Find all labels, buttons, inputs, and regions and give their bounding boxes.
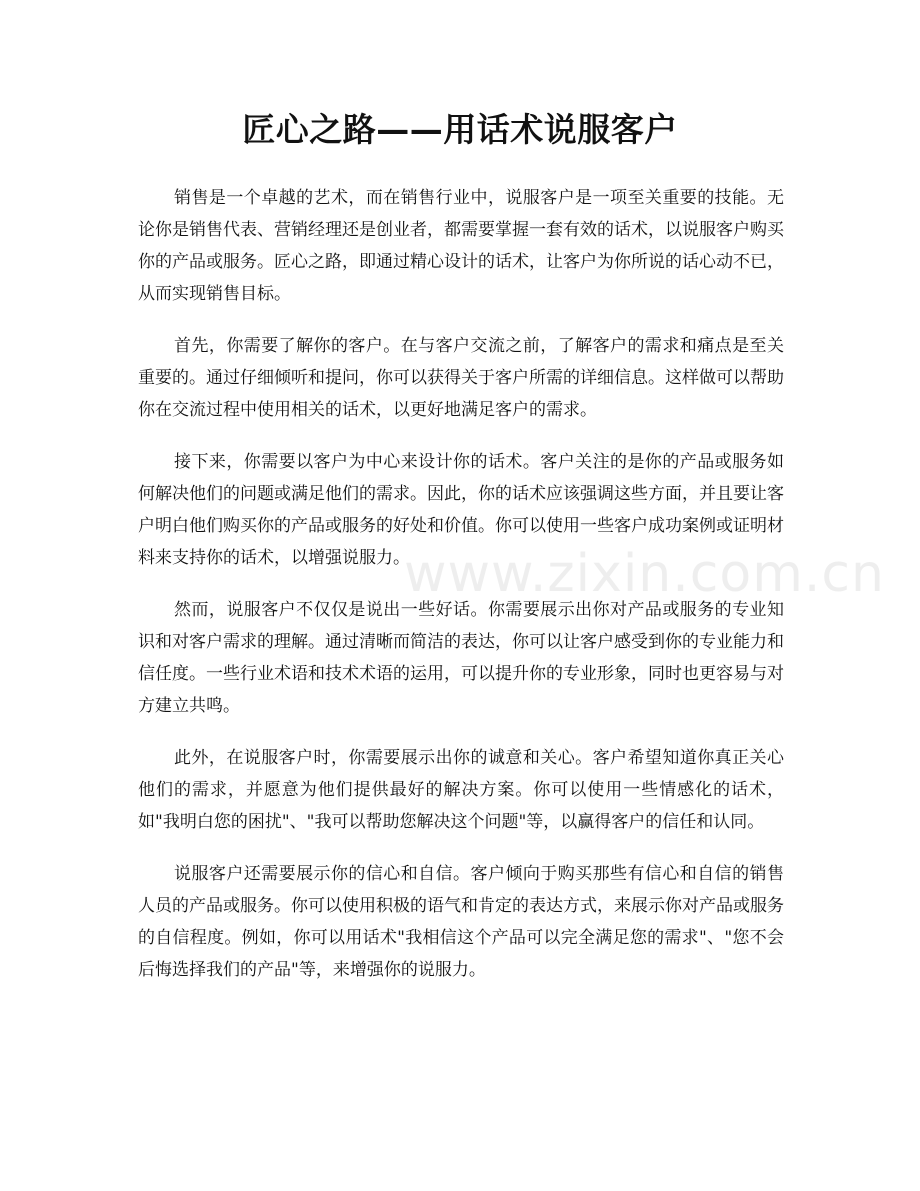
paragraph-6: 说服客户还需要展示你的信心和自信。客户倾向于购买那些有信心和自信的销售人员的产品或服务。你可以使用积极的语气和肯定的表达方式，来展示你对产品或服务的自信程度。例如，你可以用话术"我相信这个产品可以完全满足您的需求"、"您不会后悔选择我们的产品"等，来增强你的说服力。 bbox=[138, 864, 784, 980]
paragraph-5: 此外，在说服客户时，你需要展示出你的诚意和关心。客户希望知道你真正关心他们的需求，并愿意为他们提供最好的解决方案。你可以使用一些情感化的话术，如"我明白您的困扰"、"我可以帮助您解决这个问题"等，以赢得客户的信任和认同。 bbox=[138, 748, 784, 832]
watermark: www.zixin.com.cn bbox=[404, 544, 885, 604]
paragraph-4: 然而，说服客户不仅仅是说出一些好话。你需要展示出你对产品或服务的专业知识和对客户需求的理解。通过清晰而简洁的表达，你可以让客户感受到你的专业能力和信任度。一些行业术语和技术术语的运用，可以提升你的专业形象，同时也更容易与对方建立共鸣。 bbox=[138, 600, 784, 716]
paragraph-1: 销售是一个卓越的艺术，而在销售行业中，说服客户是一项至关重要的技能。无论你是销售代表、营销经理还是创业者，都需要掌握一套有效的话术，以说服客户购买你的产品或服务。匠心之路，即通过精心设计的话术，让客户为你所说的话心动不已，从而实现销售目标。 bbox=[138, 188, 784, 304]
paragraph-3: 接下来，你需要以客户为中心来设计你的话术。客户关注的是你的产品或服务如何解决他们的问题或满足他们的需求。因此，你的话术应该强调这些方面，并且要让客户明白他们购买你的产品或服务的好处和价值。你可以使用一些客户成功案例或证明材料来支持你的话术，以增强说服力。 bbox=[138, 452, 784, 568]
page-title: 匠心之路——用话术说服客户 bbox=[242, 110, 678, 149]
document-body bbox=[138, 182, 784, 1006]
paragraph-2: 首先，你需要了解你的客户。在与客户交流之前，了解客户的需求和痛点是至关重要的。通过仔细倾听和提问，你可以获得关于客户所需的详细信息。这样做可以帮助你在交流过程中使用相关的话术，以更好地满足客户的需求。 bbox=[138, 336, 784, 420]
